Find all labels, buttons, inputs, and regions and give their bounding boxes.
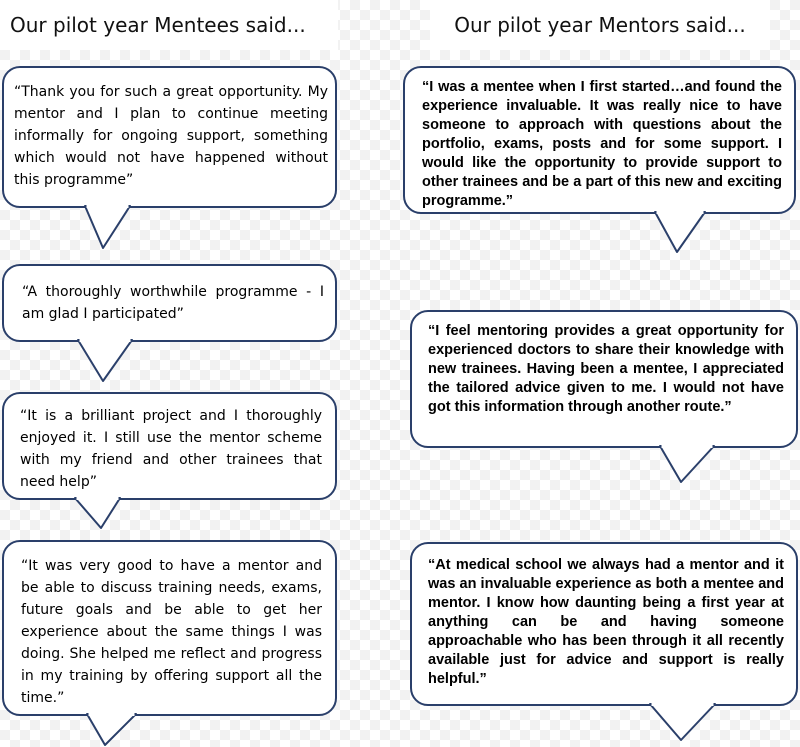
mentee-quote-3: “It is a brilliant project and I thoroughly enjoyed it. I still use the mentor scheme with my friend and other trainees that need help” (20, 408, 322, 490)
mentee-quote-bubble-2 (2, 264, 337, 342)
mentees-heading: Our pilot year Mentees said... (0, 0, 338, 50)
mentee-quote-bubble-3 (2, 392, 337, 500)
mentor-quote-1: “I was a mentee when I first started…and found the experience invaluable. It was really nice to have someone to approach with questions about the portfolio, exams, posts and for some support. I would like the opportunity to provide support to other trainees and be a part of this new and exciting programme.” (422, 79, 782, 209)
mentors-heading: Our pilot year Mentors said... (430, 0, 770, 50)
mentee-quote-2: “A thoroughly worthwhile programme - I am glad I participated” (22, 284, 324, 322)
mentor-quote-bubble-2 (410, 310, 798, 448)
mentor-quote-3: “At medical school we always had a mentor and it was an invaluable experience as both a mentee and mentor. I know how daunting being a first year at anything can be and having someone approachable who has been through it all recently available just for advice and support is really helpful.” (428, 557, 784, 687)
mentee-quote-1: “Thank you for such a great opportunity. My mentor and I plan to continue meeting informally for ongoing support, something which would not have happened without this programme” (14, 84, 328, 188)
mentee-quote-bubble-4 (2, 540, 337, 716)
mentor-quote-2: “I feel mentoring provides a great opportunity for experienced doctors to share their knowledge with new trainees. Having been a mentee, I appreciated the tailored advice given to me. I would not have got this information through another route.” (428, 323, 784, 415)
mentor-quote-bubble-1 (403, 66, 796, 214)
mentee-quote-4: “It was very good to have a mentor and be able to discuss training needs, exams, future goals and be able to get her experience about the same things I was doing. She helped me reflect and progress in my training by offering support all the time.” (21, 558, 322, 706)
mentee-quote-bubble-1 (2, 66, 337, 208)
speech-tail (0, 0, 1, 1)
mentor-quote-bubble-3 (410, 542, 798, 706)
